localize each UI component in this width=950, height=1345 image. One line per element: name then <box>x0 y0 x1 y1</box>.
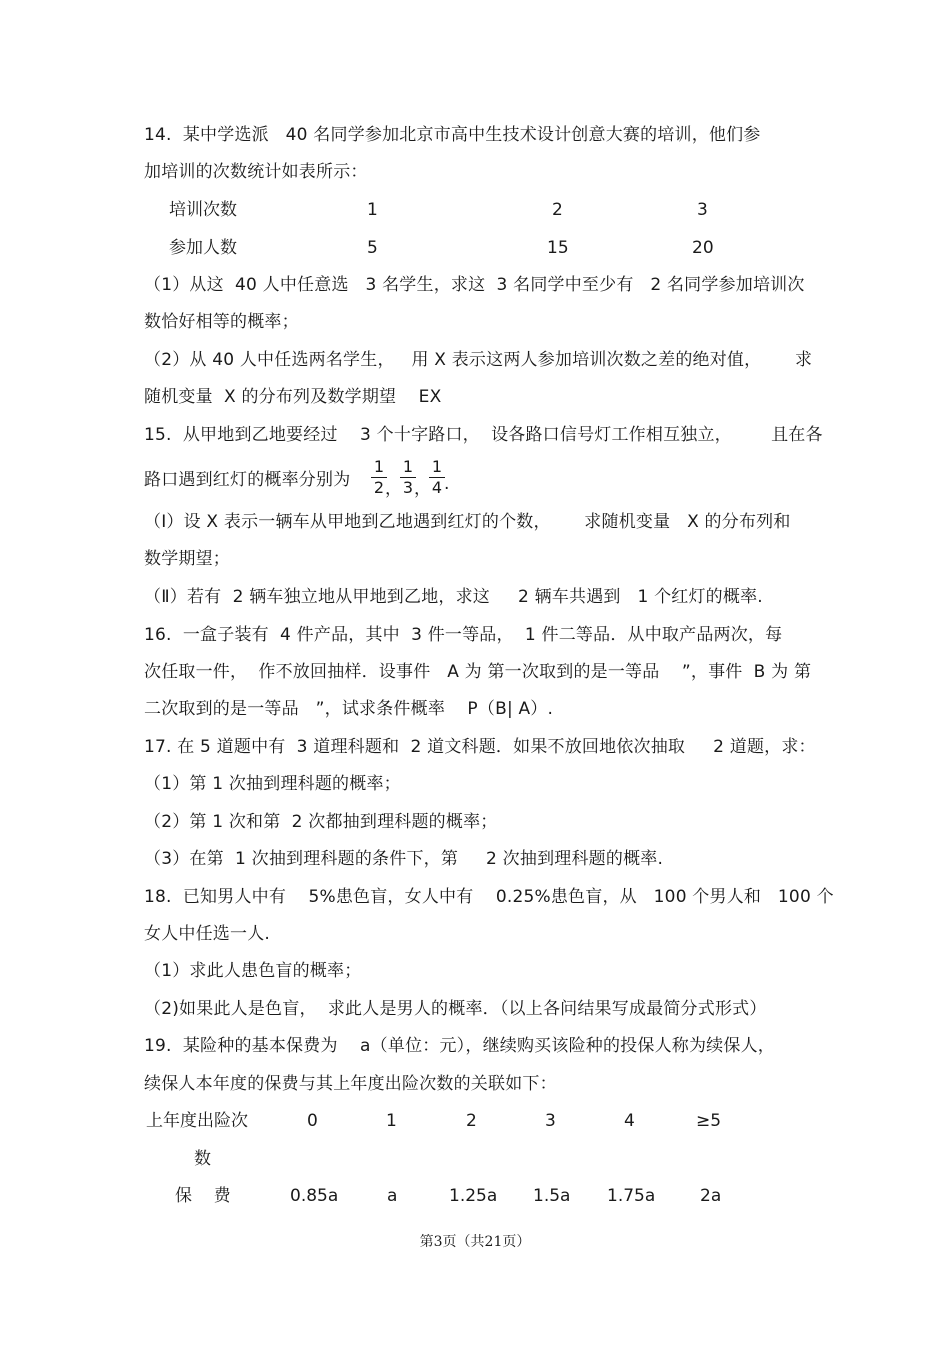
q15-part1-line-2: 数学期望； <box>144 549 230 569</box>
q18-line-2: 女人中任选一人. <box>144 924 271 944</box>
q17-part1: （1）第 1 次抽到理科题的概率； <box>144 774 401 794</box>
q17-part3: （3）在第 1 次抽到理科题的条件下，第 2 次抽到理科题的概率. <box>144 849 664 869</box>
q18-line-1: 18. 已知男人中有 5%患色盲，女人中有 0.25%患色盲，从 100 个男人和 100 个 <box>144 887 834 907</box>
q19-table-cell: a <box>387 1186 398 1206</box>
q19-table-row-label: 保 费 <box>175 1186 231 1206</box>
q19-table-cell: 0.85a <box>290 1186 339 1206</box>
sentence-end: . <box>444 474 450 494</box>
q14-part1-line-2: 数恰好相等的概率； <box>144 312 299 332</box>
q16-line-2: 次任取一件， 作不放回抽样．设事件 A 为 第一次取到的是一等品 ”，事件 B 为 第 <box>144 662 812 682</box>
q14-table-row-label: 培训次数 <box>169 200 237 220</box>
q14-part1-line-1: （1）从这 40 人中任意选 3 名学生，求这 3 名同学中至少有 2 名同学参加培训次 <box>144 275 805 295</box>
q19-table-cell: 2 <box>466 1111 477 1131</box>
q19-table-cell: 2a <box>700 1186 722 1206</box>
q19-line-1: 19. 某险种的基本保费为 a（单位：元），继续购买该险种的投保人称为续保人， <box>144 1036 775 1056</box>
q19-table-cell: 0 <box>307 1111 318 1131</box>
fraction-separator: ， <box>414 479 431 499</box>
fraction-separator: ， <box>385 479 402 499</box>
q14-part2-line-2: 随机变量 X 的分布列及数学期望 EX <box>144 387 442 407</box>
q14-line-1: 14. 某中学选派 40 名同学参加北京市高中生技术设计创意大赛的培训，他们参 <box>144 125 761 145</box>
q16-line-3: 二次取到的是一等品 ”，试求条件概率 P（B| A）. <box>144 699 554 719</box>
q19-line-2: 续保人本年度的保费与其上年度出险次数的关联如下： <box>144 1074 557 1094</box>
q14-table-row-label: 参加人数 <box>169 238 237 258</box>
q14-table-cell: 1 <box>367 200 378 220</box>
q19-table-cell: ≥5 <box>696 1111 722 1131</box>
q14-part2-line-1: （2）从 40 人中任选两名学生， 用 X 表示这两人参加培训次数之差的绝对值， 求 <box>144 350 813 370</box>
q17-line-1: 17. 在 5 道题中有 3 道理科题和 2 道文科题．如果不放回地依次抽取 2 道题，求： <box>144 737 816 757</box>
q14-table-cell: 5 <box>367 238 378 258</box>
q14-table-cell: 20 <box>692 238 714 258</box>
q19-table-cell: 3 <box>545 1111 556 1131</box>
q19-table-cell: 1.25a <box>449 1186 498 1206</box>
q19-table-cell: 4 <box>624 1111 635 1131</box>
q15-line-1: 15. 从甲地到乙地要经过 3 个十字路口， 设各路口信号灯工作相互独立， 且在各 <box>144 425 823 445</box>
q16-line-1: 16. 一盒子装有 4 件产品，其中 3 件一等品， 1 件二等品．从中取产品两次，每 <box>144 625 783 645</box>
q18-part1: （1）求此人患色盲的概率； <box>144 961 362 981</box>
q15-part2-line-1: （Ⅱ）若有 2 辆车独立地从甲地到乙地，求这 2 辆车共遇到 1 个红灯的概率. <box>144 587 763 607</box>
q14-table-cell: 2 <box>552 200 563 220</box>
q19-table-row-label: 上年度出险次 <box>146 1111 248 1131</box>
q18-part2: （2)如果此人是色盲， 求此人是男人的概率．（以上各问结果写成最简分式形式） <box>144 999 767 1019</box>
q19-table-cell: 1.5a <box>533 1186 571 1206</box>
q14-table-cell: 3 <box>697 200 708 220</box>
q14-table-cell: 15 <box>547 238 569 258</box>
q15-part1-line-1: （Ⅰ）设 X 表示一辆车从甲地到乙地遇到红灯的个数， 求随机变量 X 的分布列和 <box>144 512 791 532</box>
q19-table-cell: 1 <box>386 1111 397 1131</box>
q19-table-row-label: 数 <box>194 1149 211 1169</box>
fraction: 1 3 <box>400 458 416 497</box>
q19-table-cell: 1.75a <box>607 1186 656 1206</box>
fraction: 1 4 <box>429 458 445 497</box>
q15-line-2-prefix: 路口遇到红灯的概率分别为 <box>144 470 351 490</box>
q17-part2: （2）第 1 次和第 2 次都抽到理科题的概率； <box>144 812 498 832</box>
q14-line-2: 加培训的次数统计如表所示： <box>144 162 368 182</box>
page-footer: 第3页（共21页） <box>419 1234 531 1250</box>
fraction: 1 2 <box>371 458 387 497</box>
